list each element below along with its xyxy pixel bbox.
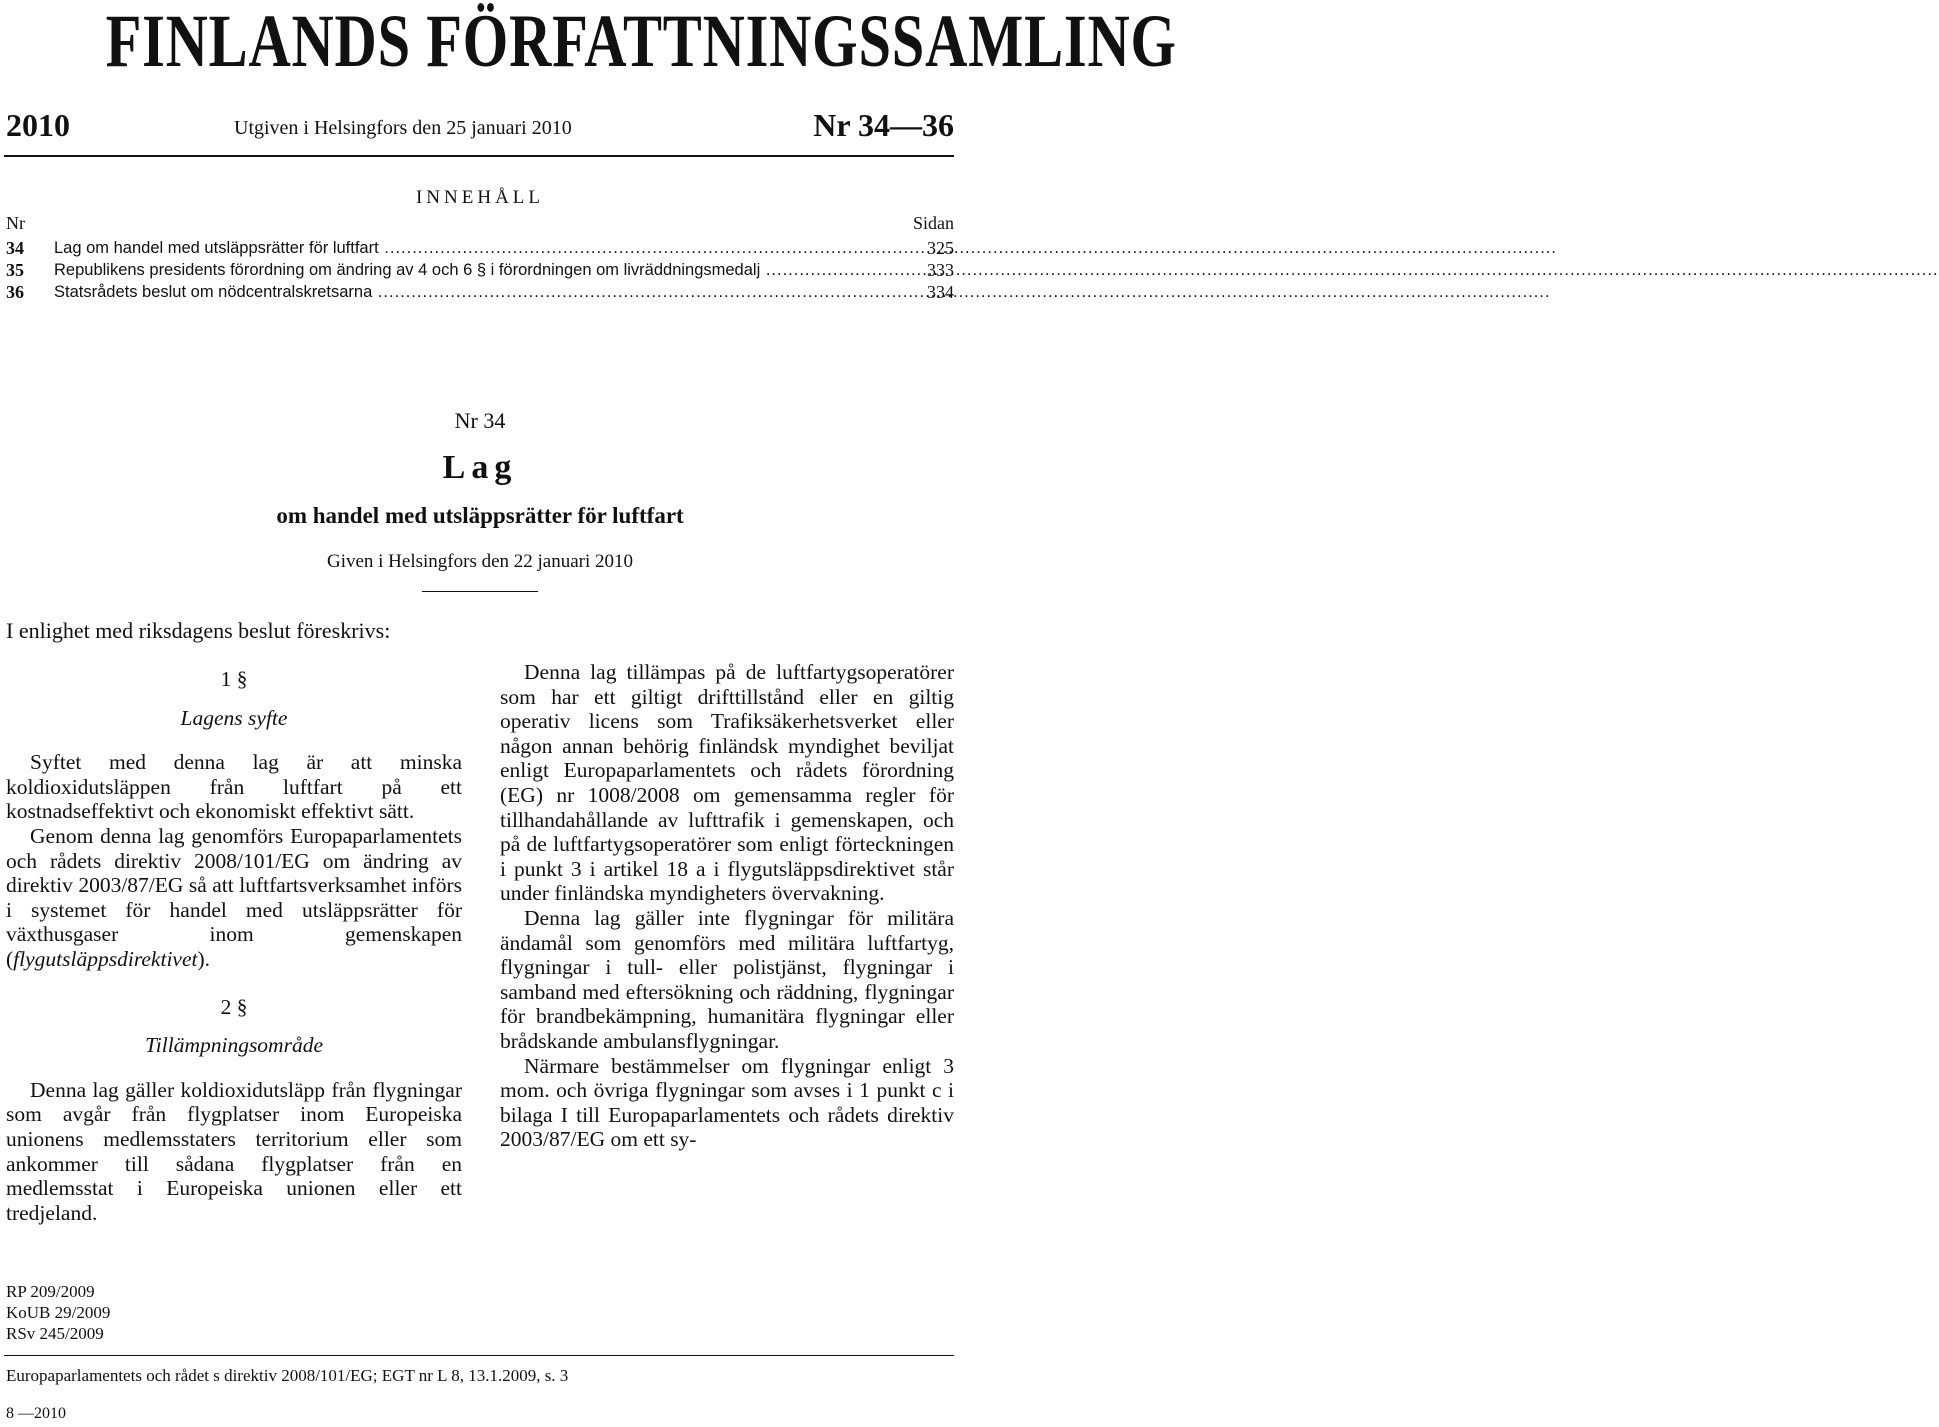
act-given-date: Given i Helsingfors den 22 januari 2010 [326,551,634,572]
directive-short-name: flygutsläppsdirektivet [13,946,198,971]
section-2-heading: Tillämpningsområde [145,1033,323,1058]
toc-nr-header: Nr [6,213,25,233]
section-2-number: 2 § [220,994,248,1019]
footnote: Europaparlamentets och rådet s direktiv 2008/101/EG; EGT nr L 8, 13.1.2009, s. 3 [6,1366,569,1385]
title-divider [422,591,538,592]
toc-entry-page: 334 [927,282,954,302]
section-1-number: 1 § [220,667,248,691]
footnote-rule [4,1355,954,1356]
toc-entry-page: 325 [927,238,954,258]
toc-entry-number: 36 [6,282,24,302]
toc-entry-title: Republikens presidents förordning om ändring av 4 och 6 § i förordningen om livräddningsmedalj ..... [54,259,910,281]
masthead-title: FINLANDS FÖRFATTNINGSSAMLING [105,0,1177,83]
toc-entry-page: 333 [927,260,954,280]
reference-item: KoUB 29/2009 [6,1303,111,1322]
toc-entry-title: Lag om handel med utsläppsrätter för luftfart ..... [54,237,906,259]
toc-entry[interactable] [6,259,954,281]
toc-heading: INNEHÅLL [415,187,545,208]
act-type: Lag [442,449,518,486]
toc-entry[interactable] [6,281,954,303]
act-title: om handel med utsläppsrätter för luftfart [276,503,684,528]
publication-date: Utgiven i Helsingfors den 25 januari 2010 [234,117,572,139]
section-2-paragraph-1: Denna lag gäller koldioxidutsläpp från flygningar som avgår från flygplatser inom Europeiska unionens medlemsstaters territorium eller som ankommer till sådana flygplatser från en medlemsstat i Europeiska unionen eller ett tredjeland. [6,1077,462,1225]
issue-numbers: Nr 34—36 [813,107,954,143]
section-1-paragraph-1: Syftet med denna lag är att minska koldioxidutsläppen från luftfart på ett kostnadseffektivt och ekonomiskt effektivt sätt. [6,750,462,824]
issue-line [6,107,954,147]
section-2-paragraph-2: Denna lag tillämpas på de luftfartygsoperatörer som har ett giltigt drifttillstånd eller en giltig operativ licens som Trafiksäkerhetsverket eller någon annan behörig finländsk myndighet beviljat enligt Europaparlamentets och rådets förordning (EG) nr 1008/2008 om gemensamma regler för tillhandahållande av lufttrafik i gemenskapen, och på de luftfartygsoperatörer som enligt förteckningen i punkt 3 i artikel 18 a i flygutsläppsdirektivet står under finländska myndigheters övervakning. [500,660,954,906]
left-column [6,660,462,1225]
toc-entry-number: 34 [6,238,24,258]
right-column [500,660,954,1152]
header-rule [4,155,954,157]
section-1-paragraph-2: Genom denna lag genomförs Europaparlamentets och rådets direktiv 2008/101/EG om ändring av direktiv 2003/87/EG så att luftfartsverksamhet införs i systemet för handel med utsläppsrätter för växthusgaser inom gemenskapen (flygutsläppsdirektivet). [6,823,462,971]
toc-page-header: Sidan [912,213,954,233]
toc-entry-number: 35 [6,260,24,280]
section-2-paragraph-3: Denna lag gäller inte flygningar för militära ändamål som genomförs med militära luftfartyg, flygningar i tull- eller polistjänst, flygningar i samband med eftersökning och räddning, flygningar för brandbekämpning, humanitära flygningar eller brådskande ambulansflygningar. [500,905,954,1053]
toc-entry-title: Statsrådets beslut om nödcentralskretsarna ..... [54,281,906,303]
section-1-heading: Lagens syfte [180,705,288,730]
reference-item: RSv 245/2009 [6,1324,104,1343]
section-2-paragraph-4: Närmare bestämmelser om flygningar enligt 3 mom. och övriga flygningar som avses i 1 punkt c i bilaga I till Europaparlamentets och rådets direktiv 2003/87/EG om ett sy- [500,1053,954,1152]
page-footer: 8 —2010 [6,1405,66,1422]
toc-entry[interactable] [6,237,954,259]
act-number: Nr 34 [454,408,506,433]
preamble: I enlighet med riksdagens beslut föreskrivs: [6,618,391,643]
issue-year: 2010 [6,107,70,143]
legislative-references [6,1281,110,1344]
reference-item: RP 209/2009 [6,1282,95,1301]
